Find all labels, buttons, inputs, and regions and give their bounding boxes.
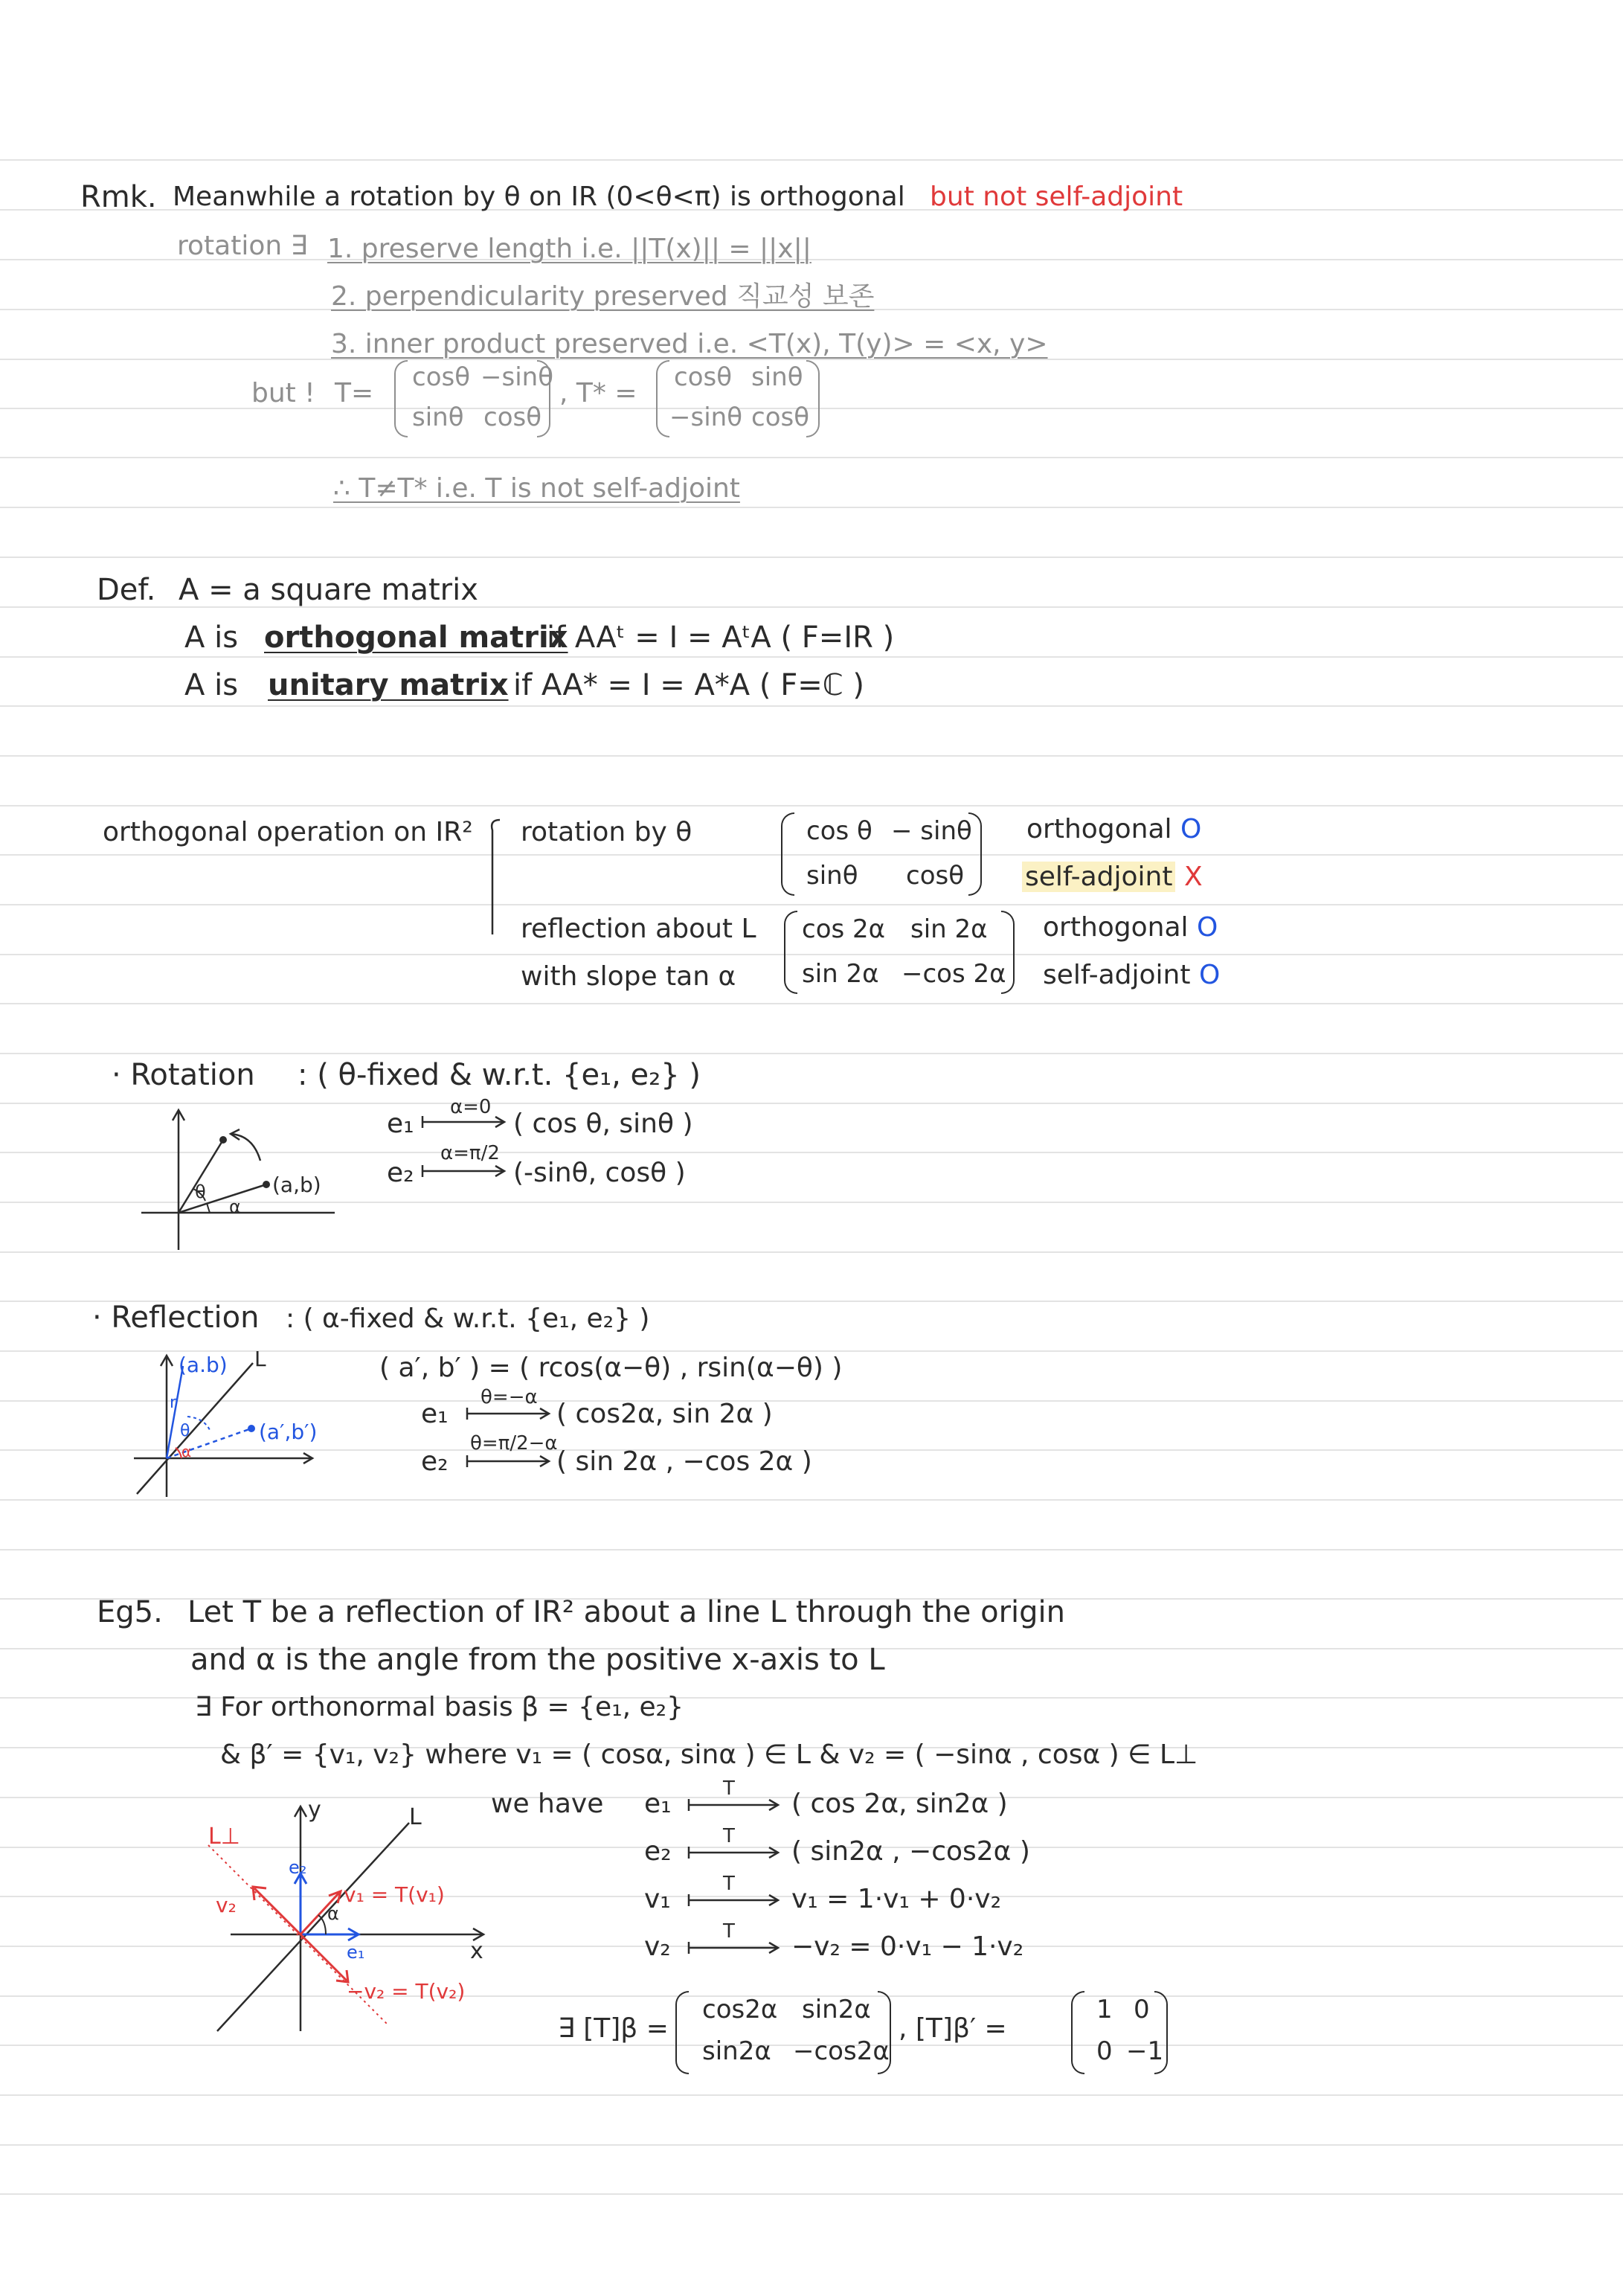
rotation-desc: : ( θ-fixed & w.r.t. {e₁, e₂} ) <box>298 1058 701 1092</box>
rotation-by-theta: rotation by θ <box>521 817 692 847</box>
matrix-cell: cos2α <box>702 1995 778 2024</box>
e1-label: e₁ <box>347 1942 365 1963</box>
mapsto-arrow <box>687 1891 784 1909</box>
line-L <box>137 1363 253 1494</box>
ruled-line <box>0 2193 1623 2195</box>
reflection-formula: ( a′, b′ ) = ( rcos(α−θ) , rsin(α−θ) ) <box>379 1353 843 1383</box>
rot-e2-arrow-label: α=π/2 <box>440 1142 500 1164</box>
matrix-cell: − sinθ <box>891 816 972 846</box>
reflection-diagram <box>126 1348 350 1504</box>
ruled-line <box>0 805 1623 807</box>
map-arrow-label: T <box>723 1873 735 1895</box>
prop-text-highlighted: self-adjoint <box>1022 862 1175 892</box>
matrix-cell: sinθ <box>806 861 858 891</box>
example-line-2: and α is the angle from the positive x-axis to L <box>190 1643 885 1677</box>
Tb-matrix <box>675 1991 891 2074</box>
matrix-cell: 0 <box>1096 2036 1113 2066</box>
remark-conclusion: ∴ T≠T* i.e. T is not self-adjoint <box>333 473 740 504</box>
def-orth-term: orthogonal matrix <box>264 621 568 655</box>
r-label: r <box>170 1394 177 1412</box>
ruled-line <box>0 904 1623 905</box>
matrix-cell: −cos 2α <box>902 959 1006 989</box>
rotated-point <box>219 1136 227 1144</box>
ruled-line <box>0 656 1623 658</box>
reflection-prop-selfadjoint <box>1043 960 1220 990</box>
rotation-prop-selfadjoint <box>1022 862 1203 892</box>
v2-vector <box>254 1888 301 1934</box>
Tb-label: ∃ [T]β = <box>558 2013 669 2044</box>
def-unit-rest: if AA* = I = A*A ( F=ℂ ) <box>513 668 864 702</box>
ref-e2-arrow-label: θ=π/2−α <box>470 1432 558 1455</box>
reflection-desc: : ( α-fixed & w.r.t. {e₁, e₂} ) <box>286 1303 650 1334</box>
map-from: e₁ <box>644 1789 672 1819</box>
remark-statement: Meanwhile a rotation by θ on IR (0<θ<π) is orthogonal <box>173 182 905 212</box>
T-eq: T= <box>335 378 374 408</box>
Tstar-matrix <box>656 360 820 437</box>
v1-label: v₁ = T(v₁) <box>344 1882 445 1907</box>
matrix-cell: sin2α <box>702 2036 771 2066</box>
remark-point-2: 2. perpendicularity preserved 직교성 보존 <box>331 281 875 312</box>
L-label: L <box>409 1804 422 1830</box>
alpha-label: α <box>327 1903 339 1924</box>
y-axis-label: y <box>308 1797 321 1823</box>
matrix-cell: sin 2α <box>910 914 988 944</box>
ref-e1: e₁ <box>421 1399 449 1429</box>
orth-ops-label: orthogonal operation on IR² <box>103 817 473 847</box>
v2-label: v₂ <box>216 1893 237 1917</box>
ref-e1-arrow-label: θ=−α <box>481 1386 538 1408</box>
map-from: v₁ <box>644 1884 671 1914</box>
yes-mark: O <box>1180 814 1202 844</box>
we-have: we have <box>491 1789 604 1819</box>
map-to: ( sin2α , −cos2α ) <box>791 1836 1030 1867</box>
ruled-line <box>0 507 1623 508</box>
reflection-prop-orthogonal <box>1043 912 1218 943</box>
alpha-label: α <box>181 1443 192 1460</box>
matrix-cell: cos θ <box>806 816 872 846</box>
remark-statement-red: but not self-adjoint <box>930 182 1183 212</box>
ruled-line <box>0 755 1623 757</box>
map-to: −v₂ = 0·v₁ − 1·v₂ <box>791 1931 1024 1962</box>
matrix-cell: cosθ <box>751 403 810 432</box>
rotation-title: · Rotation <box>112 1058 255 1092</box>
T-matrix <box>394 360 553 437</box>
point-label: (a,b) <box>272 1173 321 1197</box>
matrix-cell: −sinθ <box>669 403 742 432</box>
neg-v2-vector <box>301 1934 347 1981</box>
rotation-matrix <box>781 812 982 896</box>
map-to: ( cos 2α, sin2α ) <box>791 1789 1008 1819</box>
mapsto-arrow <box>687 1939 784 1957</box>
ruled-line <box>0 1549 1623 1551</box>
mapsto-arrow <box>687 1796 784 1814</box>
alpha-arc <box>318 1915 326 1934</box>
line-L-label: L <box>254 1347 266 1371</box>
Tbp-matrix <box>1071 1991 1168 2074</box>
mapsto-arrow <box>466 1405 555 1423</box>
x-axis-label: x <box>470 1938 483 1964</box>
rotation-prop-orthogonal <box>1026 814 1201 844</box>
ruled-line <box>0 557 1623 558</box>
vector-a-b <box>179 1184 266 1213</box>
reflection-slope: with slope tan α <box>521 961 736 992</box>
map-from: e₂ <box>644 1836 672 1867</box>
matrix-cell: cosθ <box>483 403 542 432</box>
matrix-cell: cos 2α <box>802 914 886 944</box>
alpha-arc <box>176 1448 181 1458</box>
rot-e1: e₁ <box>387 1109 414 1139</box>
ruled-line <box>0 457 1623 458</box>
rot-e1-arrow-label: α=0 <box>450 1096 492 1118</box>
rot-e2-result: (-sinθ, cosθ ) <box>513 1158 686 1188</box>
ruled-line <box>0 705 1623 707</box>
map-arrow-label: T <box>723 1920 735 1943</box>
matrix-cell: 1 <box>1096 1995 1113 2024</box>
matrix-cell: cosθ <box>674 362 733 392</box>
Tbp-label: , [T]β′ = <box>899 2013 1007 2044</box>
mapsto-arrow <box>421 1113 510 1131</box>
yes-mark: O <box>1197 912 1218 943</box>
def-line-1: A = a square matrix <box>179 573 478 607</box>
matrix-cell: sin2α <box>802 1995 871 2024</box>
rot-e2: e₂ <box>387 1158 414 1188</box>
prop-text: orthogonal <box>1026 814 1172 844</box>
matrix-cell: −sinθ <box>481 362 553 392</box>
reflection-title: · Reflection <box>92 1301 260 1335</box>
example-line-1: Let T be a reflection of IR² about a line L through the origin <box>187 1595 1065 1629</box>
mapsto-arrow <box>421 1162 510 1180</box>
ref-e2-result: ( sin 2α , −cos 2α ) <box>556 1446 812 1477</box>
map-to: v₁ = 1·v₁ + 0·v₂ <box>791 1884 1002 1914</box>
mapsto-arrow <box>687 1844 784 1862</box>
rot-e1-result: ( cos θ, sinθ ) <box>513 1109 693 1139</box>
ruled-line <box>0 159 1623 161</box>
matrix-cell: cosθ <box>412 362 471 392</box>
def-label: Def. <box>97 573 156 607</box>
rotation-label: rotation ∃ <box>177 231 308 261</box>
matrix-cell: sinθ <box>412 403 464 432</box>
example-line-3: ∃ For orthonormal basis β = {e₁, e₂} <box>195 1692 684 1722</box>
ref-e2: e₂ <box>421 1446 449 1477</box>
matrix-cell: 0 <box>1134 1995 1150 2024</box>
example-line-4: & β′ = {v₁, v₂} where v₁ = ( cosα, sinα ) ∈ L & v₂ = ( −sinα , cosα ) ∈ L⊥ <box>220 1739 1198 1770</box>
point-label: (a.b) <box>179 1353 228 1377</box>
reflection-matrix <box>784 911 1015 994</box>
point-reflected <box>248 1425 255 1432</box>
alpha-arc <box>207 1203 210 1213</box>
remark-point-1: 1. preserve length i.e. ||T(x)|| = ||x|| <box>327 234 812 264</box>
L-perp-label: L⊥ <box>208 1824 240 1850</box>
reflected-point-label: (a′,b′) <box>259 1420 318 1444</box>
ruled-line <box>0 1053 1623 1054</box>
matrix-cell: −1 <box>1126 2036 1164 2066</box>
map-arrow-label: T <box>723 1777 735 1800</box>
matrix-cell: sin 2α <box>802 959 879 989</box>
def-orth-rest: if AAᵗ = I = AᵗA ( F=IR ) <box>547 621 895 655</box>
yes-mark: O <box>1198 960 1221 990</box>
alpha-label: α <box>229 1196 241 1217</box>
e2-label: e₂ <box>289 1857 307 1878</box>
ruled-line <box>0 2144 1623 2146</box>
neg-v2-label: −v₂ = T(v₂) <box>347 1979 466 2004</box>
matrix-cell: cosθ <box>906 861 965 891</box>
no-mark: X <box>1183 862 1203 892</box>
theta-label: θ <box>180 1422 190 1440</box>
orth-ops-brace <box>483 815 506 942</box>
map-arrow-label: T <box>723 1825 735 1847</box>
reflection-about-L: reflection about L <box>521 914 756 944</box>
theta-label: θ <box>195 1181 206 1202</box>
matrix-cell: sinθ <box>751 362 803 392</box>
prop-text: orthogonal <box>1043 912 1189 943</box>
rotation-diagram <box>134 1101 350 1257</box>
map-from: v₂ <box>644 1931 671 1962</box>
ruled-line <box>0 1003 1623 1004</box>
prop-text: self-adjoint <box>1043 960 1191 990</box>
example-label: Eg5. <box>97 1595 163 1629</box>
def-unit-prefix: A is <box>184 668 239 702</box>
remark-label: Rmk. <box>80 180 157 214</box>
def-unit-term: unitary matrix <box>268 668 509 702</box>
Tstar-eq: , T* = <box>559 378 637 408</box>
but-label: but ! <box>251 378 315 408</box>
eg5-diagram <box>201 1793 513 2031</box>
point-a-b <box>263 1181 270 1188</box>
def-orth-prefix: A is <box>184 621 239 655</box>
ruled-line <box>0 2094 1623 2096</box>
remark-point-3: 3. inner product preserved i.e. <T(x), T(y)> = <x, y> <box>331 329 1048 359</box>
mapsto-arrow <box>466 1452 555 1470</box>
matrix-cell: −cos2α <box>793 2036 890 2066</box>
ref-e1-result: ( cos2α, sin 2α ) <box>556 1399 773 1429</box>
